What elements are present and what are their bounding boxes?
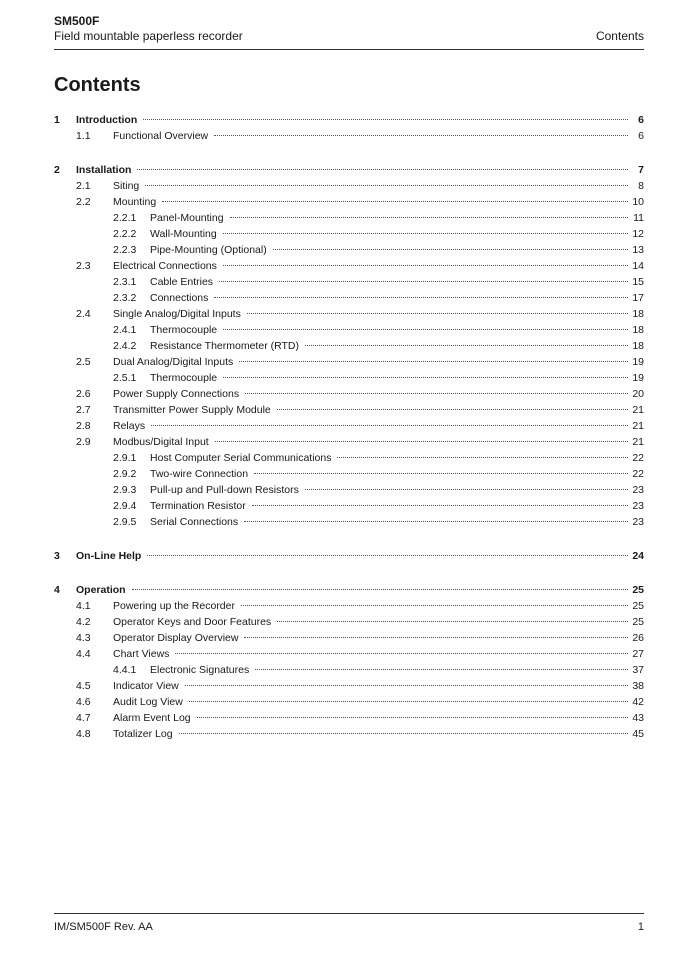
toc-entry-number: 2.7 (76, 404, 91, 416)
toc-leader-dots (254, 473, 628, 474)
toc-entry-page: 21 (632, 436, 644, 448)
toc-entry-title: Introduction (76, 114, 138, 126)
toc-entry-number: 2.4.2 (113, 340, 137, 352)
section-name: Contents (595, 29, 644, 43)
toc-leader-dots (277, 621, 628, 622)
header-row (54, 29, 644, 44)
toc-leader-dots (147, 555, 628, 556)
toc-entry[interactable] (54, 726, 644, 742)
toc-entry[interactable] (54, 354, 644, 370)
toc-leader-dots (277, 409, 628, 410)
toc-entry-number: 2.9.2 (113, 468, 137, 480)
toc-entry-number: 2.6 (76, 388, 91, 400)
toc-entry-page: 18 (632, 340, 644, 352)
toc-entry[interactable] (54, 434, 644, 450)
toc-entry-title: Operation (76, 584, 126, 596)
toc-entry-page: 21 (632, 404, 644, 416)
toc-entry-number: 4.7 (76, 712, 91, 724)
footer-divider (54, 913, 644, 914)
page-footer (54, 921, 644, 933)
toc-leader-dots (197, 717, 628, 718)
toc-entry-number: 4.1 (76, 600, 91, 612)
toc-entry-page: 6 (638, 130, 644, 142)
toc-entry-title: Totalizer Log (113, 728, 173, 740)
toc-entry[interactable] (54, 258, 644, 274)
toc-entry[interactable] (54, 290, 644, 306)
toc-chapter-entry[interactable] (54, 162, 644, 178)
toc-entry-title: Indicator View (113, 680, 179, 692)
toc-entry[interactable] (54, 482, 644, 498)
toc-entry[interactable] (54, 322, 644, 338)
toc-chapter-entry[interactable] (54, 582, 644, 598)
toc-entry[interactable] (54, 710, 644, 726)
toc-entry-page: 10 (632, 196, 644, 208)
toc-leader-dots (252, 505, 628, 506)
toc-leader-dots (305, 345, 628, 346)
toc-entry-number: 2.5 (76, 356, 91, 368)
toc-chapter-entry[interactable] (54, 112, 644, 128)
toc-entry-page: 20 (632, 388, 644, 400)
toc-entry-number: 4.6 (76, 696, 91, 708)
toc-entry-title: Functional Overview (113, 130, 209, 142)
toc-entry[interactable] (54, 242, 644, 258)
toc-entry-page: 15 (632, 276, 644, 288)
toc-entry-number: 2.9 (76, 436, 91, 448)
toc-entry[interactable] (54, 450, 644, 466)
product-subtitle: Field mountable paperless recorder (54, 29, 243, 43)
toc-entry-page: 12 (632, 228, 644, 240)
toc-entry-title: Thermocouple (150, 324, 218, 336)
toc-entry-number: 4.4.1 (113, 664, 137, 676)
toc-entry-number: 2.2.3 (113, 244, 137, 256)
toc-entry-title: Powering up the Recorder (113, 600, 235, 612)
toc-entry-page: 25 (632, 600, 644, 612)
toc-entry[interactable] (54, 178, 644, 194)
toc-entry-page: 38 (632, 680, 644, 692)
toc-entry-title: Electronic Signatures (150, 664, 250, 676)
toc-entry-number: 4.4 (76, 648, 91, 660)
toc-leader-dots (230, 217, 628, 218)
toc-entry-title: Resistance Thermometer (RTD) (150, 340, 299, 352)
toc-entry-number: 4.5 (76, 680, 91, 692)
toc-entry-page: 18 (632, 308, 644, 320)
page-header (54, 14, 644, 44)
toc-entry-page: 45 (632, 728, 644, 740)
toc-entry-title: On-Line Help (76, 550, 142, 562)
toc-entry-number: 2.9.1 (113, 452, 137, 464)
toc-leader-dots (244, 637, 628, 638)
toc-entry[interactable] (54, 226, 644, 242)
toc-entry-title: Modbus/Digital Input (113, 436, 209, 448)
toc-entry-number: 2.2.1 (113, 212, 137, 224)
toc-entry[interactable] (54, 402, 644, 418)
toc-entry-title: Alarm Event Log (113, 712, 191, 724)
toc-entry-title: Thermocouple (150, 372, 218, 384)
toc-leader-dots (223, 233, 628, 234)
toc-spacer (54, 530, 644, 548)
toc-entry-page: 19 (632, 372, 644, 384)
toc-entry-number: 2.3 (76, 260, 91, 272)
toc-entry-page: 8 (638, 180, 644, 192)
toc-leader-dots (247, 313, 628, 314)
toc-entry-title: Termination Resistor (150, 500, 246, 512)
toc-entry-number: 1.1 (76, 130, 91, 142)
toc-entry-title: Operator Display Overview (113, 632, 239, 644)
toc-entry-title: Serial Connections (150, 516, 239, 528)
toc-entry[interactable] (54, 614, 644, 630)
toc-entry-number: 2.9.3 (113, 484, 137, 496)
toc-entry[interactable] (54, 128, 644, 144)
toc-entry-page: 13 (632, 244, 644, 256)
toc-entry-page: 19 (632, 356, 644, 368)
toc-entry-number: 3 (54, 550, 60, 562)
toc-entry-page: 7 (638, 164, 644, 176)
toc-chapter-entry[interactable] (54, 548, 644, 564)
toc-entry-number: 1 (54, 114, 60, 126)
toc-entry-number: 2.4.1 (113, 324, 137, 336)
toc-entry-number: 2.9.4 (113, 500, 137, 512)
toc-spacer (54, 144, 644, 162)
toc-entry-number: 2.1 (76, 180, 91, 192)
toc-entry-title: Electrical Connections (113, 260, 217, 272)
toc-leader-dots (175, 653, 628, 654)
toc-entry-title: Power Supply Connections (113, 388, 240, 400)
toc-entry-page: 25 (632, 616, 644, 628)
toc-entry[interactable] (54, 386, 644, 402)
toc-entry-title: Single Analog/Digital Inputs (113, 308, 241, 320)
toc-entry-number: 2.9.5 (113, 516, 137, 528)
toc-entry[interactable] (54, 678, 644, 694)
toc-leader-dots (337, 457, 628, 458)
toc-entry-page: 21 (632, 420, 644, 432)
toc-entry-title: Operator Keys and Door Features (113, 616, 272, 628)
toc-leader-dots (245, 393, 628, 394)
toc-entry-number: 2 (54, 164, 60, 176)
toc-entry-page: 17 (632, 292, 644, 304)
product-model: SM500F (54, 14, 100, 28)
toc-leader-dots (137, 169, 628, 170)
toc-entry-page: 14 (632, 260, 644, 272)
toc-entry[interactable] (54, 662, 644, 678)
toc-entry-title: Cable Entries (150, 276, 214, 288)
toc-entry-number: 4.2 (76, 616, 91, 628)
document-reference: IM/SM500F Rev. AA (54, 921, 153, 933)
toc-leader-dots (241, 605, 628, 606)
toc-entry-title: Connections (150, 292, 209, 304)
toc-leader-dots (145, 185, 628, 186)
toc-entry-page: 26 (632, 632, 644, 644)
toc-entry[interactable] (54, 274, 644, 290)
toc-entry-title: Panel-Mounting (150, 212, 224, 224)
toc-leader-dots (143, 119, 628, 120)
toc-entry-title: Pipe-Mounting (Optional) (150, 244, 267, 256)
toc-leader-dots (273, 249, 628, 250)
toc-entry-title: Chart Views (113, 648, 170, 660)
page-number: 1 (637, 921, 644, 933)
toc-entry-number: 2.4 (76, 308, 91, 320)
toc-entry[interactable] (54, 466, 644, 482)
page-title: Contents (54, 74, 141, 96)
toc-entry-title: Relays (113, 420, 146, 432)
toc-entry[interactable] (54, 338, 644, 354)
toc-entry[interactable] (54, 646, 644, 662)
toc-entry-number: 4.8 (76, 728, 91, 740)
toc-entry-page: 37 (632, 664, 644, 676)
toc-entry-number: 4 (54, 584, 60, 596)
toc-entry-page: 22 (632, 468, 644, 480)
toc-entry-page: 24 (632, 550, 644, 562)
toc-entry-number: 2.3.1 (113, 276, 137, 288)
toc-entry[interactable] (54, 418, 644, 434)
toc-entry[interactable] (54, 370, 644, 386)
toc-entry[interactable] (54, 306, 644, 322)
toc-leader-dots (244, 521, 628, 522)
toc-entry-page: 42 (632, 696, 644, 708)
toc-entry-number: 2.3.2 (113, 292, 137, 304)
toc-entry-title: Wall-Mounting (150, 228, 217, 240)
toc-spacer (54, 564, 644, 582)
toc-entry-page: 6 (638, 114, 644, 126)
toc-entry-number: 4.3 (76, 632, 91, 644)
toc-leader-dots (305, 489, 628, 490)
toc-entry-title: Dual Analog/Digital Inputs (113, 356, 234, 368)
toc-leader-dots (162, 201, 628, 202)
toc-leader-dots (189, 701, 628, 702)
toc-entry[interactable] (54, 598, 644, 614)
toc-entry-number: 2.5.1 (113, 372, 137, 384)
toc-entry-title: Two-wire Connection (150, 468, 249, 480)
toc-leader-dots (239, 361, 628, 362)
toc-leader-dots (223, 329, 628, 330)
toc-entry-page: 18 (632, 324, 644, 336)
toc-leader-dots (215, 441, 628, 442)
toc-entry-title: Installation (76, 164, 132, 176)
toc-entry-page: 11 (633, 212, 644, 224)
toc-entry[interactable] (54, 694, 644, 710)
toc-entry-page: 22 (632, 452, 644, 464)
toc-entry-page: 43 (632, 712, 644, 724)
toc-leader-dots (214, 297, 628, 298)
toc-leader-dots (255, 669, 628, 670)
toc-leader-dots (214, 135, 628, 136)
toc-entry-number: 2.2 (76, 196, 91, 208)
toc-entry-title: Host Computer Serial Communications (150, 452, 332, 464)
toc-entry-title: Transmitter Power Supply Module (113, 404, 271, 416)
toc-entry[interactable] (54, 210, 644, 226)
toc-leader-dots (223, 265, 628, 266)
toc-entry-title: Mounting (113, 196, 157, 208)
table-of-contents (54, 112, 644, 742)
toc-leader-dots (219, 281, 628, 282)
header-divider (54, 49, 644, 50)
toc-entry[interactable] (54, 194, 644, 210)
toc-entry-page: 23 (632, 500, 644, 512)
toc-entry-page: 23 (632, 516, 644, 528)
toc-entry-page: 25 (632, 584, 644, 596)
toc-entry[interactable] (54, 498, 644, 514)
toc-entry-number: 2.8 (76, 420, 91, 432)
toc-leader-dots (132, 589, 628, 590)
toc-entry[interactable] (54, 630, 644, 646)
toc-entry[interactable] (54, 514, 644, 530)
toc-leader-dots (151, 425, 628, 426)
toc-entry-title: Pull-up and Pull-down Resistors (150, 484, 299, 496)
toc-entry-page: 27 (632, 648, 644, 660)
toc-entry-title: Siting (113, 180, 140, 192)
toc-entry-number: 2.2.2 (113, 228, 137, 240)
toc-entry-page: 23 (632, 484, 644, 496)
toc-leader-dots (223, 377, 628, 378)
toc-leader-dots (179, 733, 628, 734)
toc-entry-title: Audit Log View (113, 696, 183, 708)
toc-leader-dots (185, 685, 628, 686)
